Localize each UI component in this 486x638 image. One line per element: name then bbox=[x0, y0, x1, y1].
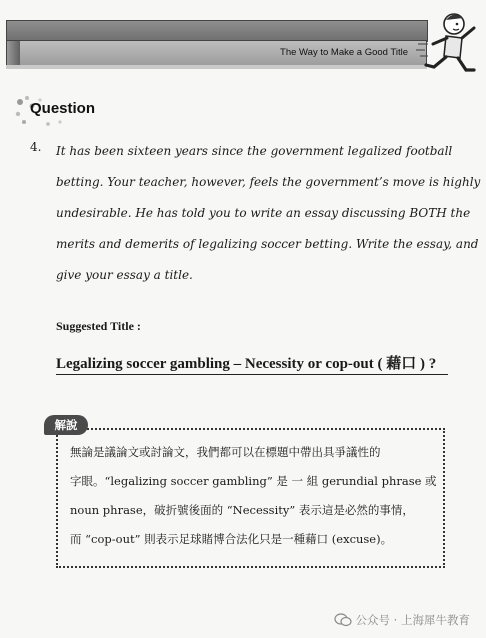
explanation-text bbox=[70, 438, 437, 554]
header-banner-shadow bbox=[6, 65, 427, 69]
suggested-title-label: Suggested Title : bbox=[56, 319, 141, 333]
question-heading: Question bbox=[30, 100, 96, 117]
question-line: betting. Your teacher, however, feels the government’s move is highly bbox=[56, 175, 481, 189]
question-line: give your essay a title. bbox=[56, 268, 193, 282]
question-text bbox=[56, 136, 481, 291]
title-underline bbox=[56, 374, 448, 375]
suggested-title: Legalizing soccer gambling – Necessity or cop-out ( 藉口 ) ? bbox=[56, 356, 437, 372]
explanation-line: 字眼。“legalizing soccer gambling” 是 一 組 gerundial phrase 或 bbox=[70, 474, 437, 488]
explanation-line: 而 “cop-out” 則表示足球賭博合法化只是一種藉口 (excuse)。 bbox=[70, 532, 393, 546]
wechat-icon bbox=[334, 613, 352, 627]
watermark bbox=[334, 612, 470, 628]
explanation-line: noun phrase，破折號後面的 “Necessity” 表示這是必然的事情， bbox=[70, 503, 414, 517]
question-line: It has been sixteen years since the government legalized football bbox=[56, 144, 453, 158]
running-mascot-icon bbox=[416, 10, 480, 80]
header-title: The Way to Make a Good Title bbox=[280, 47, 408, 58]
question-line: merits and demerits of legalizing soccer betting. Write the essay, and bbox=[56, 237, 479, 251]
question-number: 4. bbox=[30, 140, 42, 154]
watermark-text: 公众号 · 上海犀牛教育 bbox=[355, 613, 470, 627]
question-line: undesirable. He has told you to write an essay discussing BOTH the bbox=[56, 206, 471, 220]
explanation-tag: 解說 bbox=[44, 415, 88, 435]
explanation-line: 無論是議論文或討論文，我們都可以在標題中帶出具爭議性的 bbox=[70, 445, 381, 459]
header-banner-back bbox=[6, 20, 428, 42]
